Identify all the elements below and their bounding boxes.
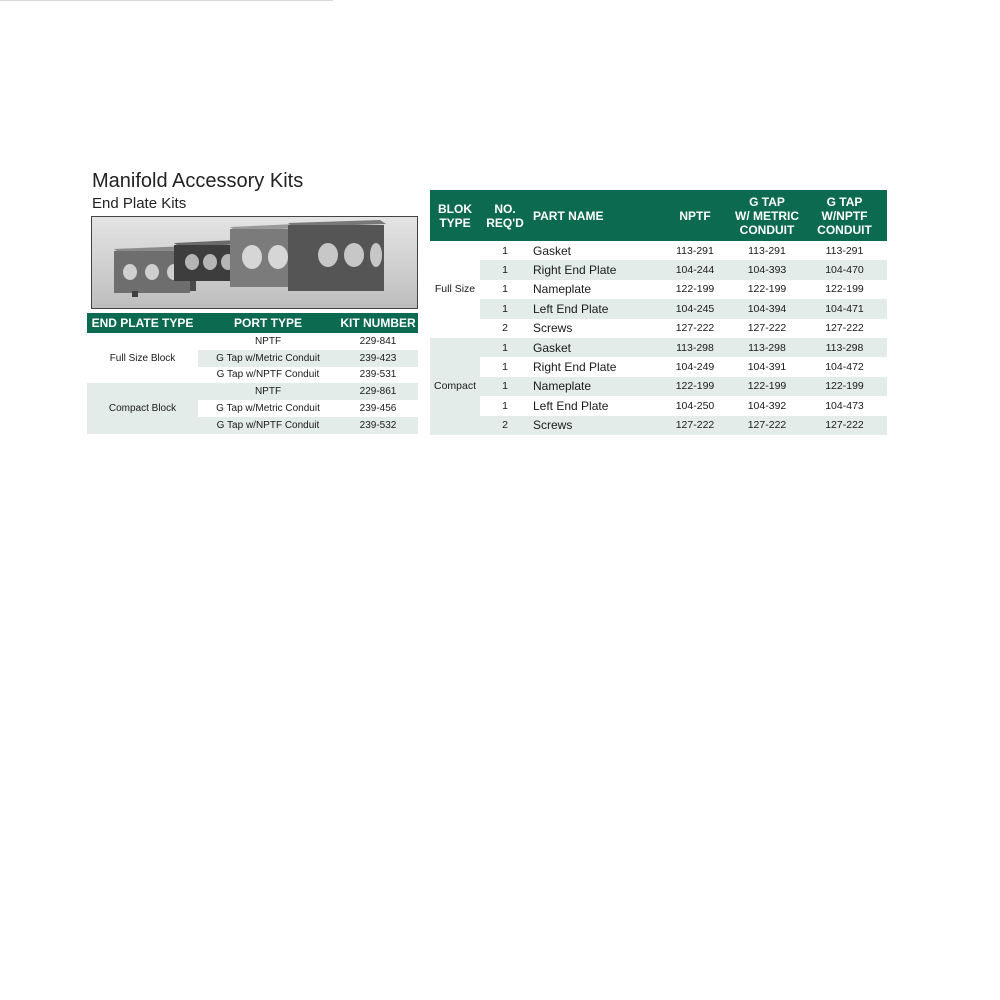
nptf-cell: 104-249: [675, 361, 715, 374]
kit-number-cell: 239-532: [359, 419, 397, 431]
nptf-cell: 122-199: [675, 283, 715, 296]
table-row: [480, 260, 887, 279]
table-row: [198, 383, 418, 400]
table-row: [480, 396, 887, 415]
table-row: [480, 416, 887, 435]
qty-cell: 1: [502, 264, 508, 277]
metric-cell: 122-199: [747, 283, 787, 296]
nptf-conduit-cell: 113-291: [825, 244, 864, 257]
kit-number-cell: 239-456: [359, 403, 397, 415]
port-type-cell: G Tap w/Metric Conduit: [216, 403, 320, 415]
header-blok-type: BLOK TYPE: [438, 201, 472, 230]
part-name-cell: Right End Plate: [533, 263, 617, 278]
nptf-cell: 104-244: [675, 264, 715, 277]
metric-cell: 104-394: [747, 302, 787, 315]
nptf-conduit-cell: 104-473: [825, 399, 864, 412]
part-name-cell: Right End Plate: [533, 360, 617, 375]
nptf-conduit-cell: 104-470: [825, 264, 864, 277]
end-plate-type-cell: Compact Block: [87, 383, 198, 433]
qty-cell: 2: [502, 322, 508, 335]
qty-cell: 2: [502, 419, 508, 432]
page-title: Manifold Accessory Kits: [92, 170, 304, 192]
table-row: [480, 280, 887, 299]
metric-cell: 122-199: [747, 380, 787, 393]
port-type-cell: NPTF: [254, 386, 282, 398]
nptf-cell: 122-199: [675, 380, 715, 393]
header-g-tap-metric: G TAP W/ METRIC CONDUIT: [735, 194, 799, 237]
end-plate-kits-table: [87, 313, 418, 434]
part-name-cell: Nameplate: [533, 379, 592, 394]
qty-cell: 1: [502, 380, 508, 393]
table-row: [480, 319, 887, 338]
qty-cell: 1: [502, 283, 508, 296]
blok-type-cell: Compact: [430, 338, 480, 435]
blok-type-cell: Full Size: [434, 283, 476, 296]
end-plate-type-cell: Full Size Block: [109, 352, 176, 364]
end-plate-product-photo: [91, 216, 418, 309]
group-compact-block: [87, 383, 418, 433]
nptf-cell: 104-245: [675, 302, 715, 315]
header-end-plate-type: END PLATE TYPE: [91, 316, 194, 330]
table-row: [198, 367, 418, 384]
header-nptf: NPTF: [679, 208, 711, 223]
nptf-cell: 127-222: [675, 322, 715, 335]
table-header: [430, 190, 887, 241]
table-row: [480, 377, 887, 396]
nptf-cell: 127-222: [675, 419, 715, 432]
header-g-tap-nptf: G TAP W/NPTF CONDUIT: [817, 194, 872, 237]
table-row: [480, 299, 887, 318]
part-name-cell: Screws: [533, 418, 573, 433]
nptf-conduit-cell: 113-298: [825, 341, 864, 354]
metric-cell: 127-222: [747, 419, 787, 432]
nptf-conduit-cell: 104-471: [825, 302, 864, 315]
nptf-conduit-cell: 127-222: [825, 322, 864, 335]
qty-cell: 1: [502, 341, 508, 354]
nptf-cell: 104-250: [675, 399, 715, 412]
parts-table: [430, 190, 887, 435]
table-row: [480, 338, 887, 357]
table-row: [480, 241, 887, 260]
metric-cell: 104-392: [747, 399, 787, 412]
nptf-cell: 113-298: [676, 341, 714, 354]
table-row: [198, 350, 418, 367]
part-name-cell: Left End Plate: [533, 398, 609, 413]
qty-cell: 1: [502, 302, 508, 315]
table-row: [198, 400, 418, 417]
nptf-conduit-cell: 104-472: [825, 361, 864, 374]
nptf-conduit-cell: 122-199: [825, 380, 864, 393]
part-name-cell: Nameplate: [533, 282, 592, 297]
group-compact: [430, 338, 887, 435]
group-full-size: [430, 241, 887, 338]
qty-cell: 1: [502, 244, 508, 257]
qty-cell: 1: [502, 361, 508, 374]
part-name-cell: Gasket: [533, 340, 572, 355]
qty-cell: 1: [502, 399, 508, 412]
kit-number-cell: 229-841: [359, 335, 397, 347]
metric-cell: 113-291: [748, 244, 786, 257]
part-name-cell: Screws: [533, 321, 573, 336]
metric-cell: 127-222: [747, 322, 787, 335]
nptf-conduit-cell: 122-199: [825, 283, 864, 296]
header-part-name: PART NAME: [533, 208, 604, 223]
port-type-cell: G Tap w/NPTF Conduit: [216, 419, 320, 431]
port-type-cell: G Tap w/Metric Conduit: [216, 352, 320, 364]
table-row: [480, 357, 887, 376]
table-row: [198, 417, 418, 434]
group-full-size-block: [87, 333, 418, 383]
part-name-cell: Gasket: [533, 243, 572, 258]
kit-number-cell: 239-423: [359, 352, 397, 364]
port-type-cell: G Tap w/NPTF Conduit: [216, 369, 320, 381]
kit-number-cell: 229-861: [359, 386, 397, 398]
metric-cell: 113-298: [748, 341, 786, 354]
nptf-cell: 113-291: [676, 244, 714, 257]
table-row: [198, 333, 418, 350]
page-subtitle: End Plate Kits: [92, 195, 187, 212]
port-type-cell: NPTF: [254, 335, 282, 347]
top-rule: [0, 0, 333, 1]
header-port-type: PORT TYPE: [233, 316, 302, 330]
nptf-conduit-cell: 127-222: [825, 419, 864, 432]
metric-cell: 104-391: [747, 361, 787, 374]
kit-number-cell: 239-531: [359, 369, 397, 381]
part-name-cell: Left End Plate: [533, 301, 609, 316]
header-kit-number: KIT NUMBER: [340, 316, 416, 330]
header-no-reqd: NO. REQ'D: [486, 201, 524, 230]
table-header: [87, 313, 418, 333]
metric-cell: 104-393: [747, 264, 787, 277]
end-plate-image-4: [288, 220, 386, 291]
